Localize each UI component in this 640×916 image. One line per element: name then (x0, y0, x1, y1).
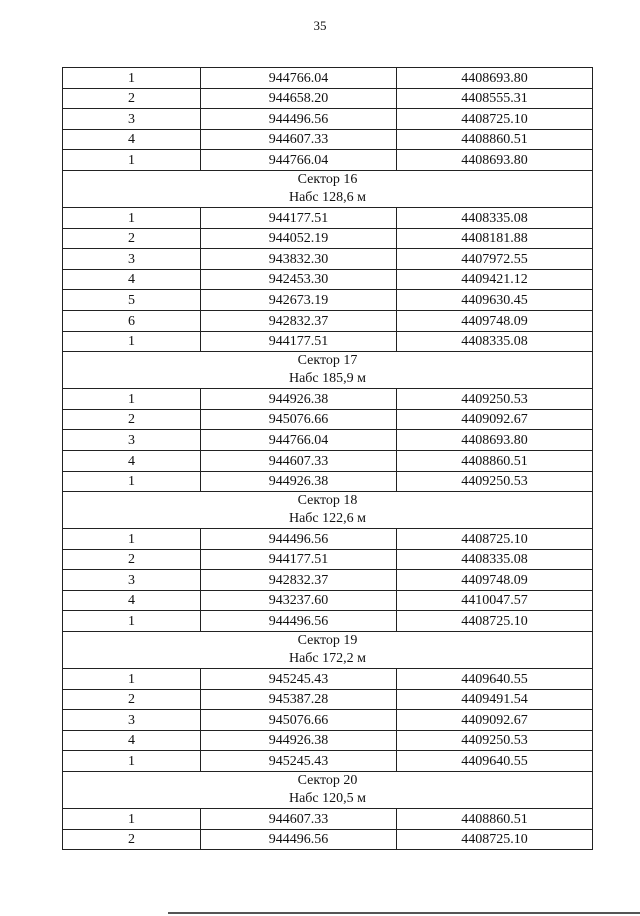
point-number-cell: 1 (63, 331, 201, 352)
x-coordinate-cell: 944496.56 (201, 109, 397, 130)
sector-header-cell (63, 772, 593, 809)
sector-header-row (63, 352, 593, 389)
point-number-cell: 2 (63, 409, 201, 430)
x-coordinate-cell: 944926.38 (201, 730, 397, 751)
table-row (63, 269, 593, 290)
point-number-cell: 1 (63, 529, 201, 550)
point-number-cell: 1 (63, 669, 201, 690)
table-row (63, 450, 593, 471)
sector-title: Сектор 19 (297, 633, 358, 649)
coordinates-table (62, 67, 593, 850)
table-row (63, 129, 593, 150)
point-number-cell: 3 (63, 570, 201, 591)
y-coordinate-cell: 4408725.10 (397, 829, 593, 850)
y-coordinate-cell: 4409250.53 (397, 730, 593, 751)
table-row (63, 529, 593, 550)
x-coordinate-cell: 944766.04 (201, 68, 397, 89)
table-row (63, 249, 593, 270)
x-coordinate-cell: 943832.30 (201, 249, 397, 270)
point-number-cell: 4 (63, 450, 201, 471)
point-number-cell: 2 (63, 549, 201, 570)
y-coordinate-cell: 4408725.10 (397, 109, 593, 130)
table-row (63, 730, 593, 751)
table-row (63, 409, 593, 430)
point-number-cell: 1 (63, 809, 201, 830)
x-coordinate-cell: 944177.51 (201, 207, 397, 228)
x-coordinate-cell: 944607.33 (201, 129, 397, 150)
point-number-cell: 1 (63, 389, 201, 410)
point-number-cell: 4 (63, 269, 201, 290)
sector-header-row (63, 772, 593, 809)
x-coordinate-cell: 943237.60 (201, 590, 397, 611)
sector-abs-height: Набс 185,9 м (288, 371, 367, 387)
x-coordinate-cell: 942832.37 (201, 570, 397, 591)
coordinates-table-body (63, 68, 593, 850)
table-row (63, 570, 593, 591)
y-coordinate-cell: 4408335.08 (397, 207, 593, 228)
y-coordinate-cell: 4408860.51 (397, 129, 593, 150)
point-number-cell: 4 (63, 590, 201, 611)
y-coordinate-cell: 4409092.67 (397, 409, 593, 430)
scan-edge-line (168, 912, 640, 914)
sector-title: Сектор 16 (297, 171, 358, 187)
y-coordinate-cell: 4408693.80 (397, 430, 593, 451)
sector-header-cell (63, 492, 593, 529)
x-coordinate-cell: 944607.33 (201, 450, 397, 471)
page-number: 35 (313, 18, 327, 33)
point-number-cell: 2 (63, 829, 201, 850)
sector-title: Сектор 17 (297, 353, 358, 369)
y-coordinate-cell: 4409748.09 (397, 570, 593, 591)
table-row (63, 751, 593, 772)
sector-header-row (63, 632, 593, 669)
y-coordinate-cell: 4407972.55 (397, 249, 593, 270)
table-row (63, 88, 593, 109)
sector-title: Сектор 18 (297, 493, 358, 509)
table-row (63, 389, 593, 410)
point-number-cell: 3 (63, 710, 201, 731)
y-coordinate-cell: 4409421.12 (397, 269, 593, 290)
y-coordinate-cell: 4408181.88 (397, 228, 593, 249)
y-coordinate-cell: 4408860.51 (397, 450, 593, 471)
y-coordinate-cell: 4409250.53 (397, 471, 593, 492)
point-number-cell: 1 (63, 751, 201, 772)
x-coordinate-cell: 944607.33 (201, 809, 397, 830)
x-coordinate-cell: 944658.20 (201, 88, 397, 109)
y-coordinate-cell: 4409630.45 (397, 290, 593, 311)
point-number-cell: 3 (63, 249, 201, 270)
table-row (63, 331, 593, 352)
y-coordinate-cell: 4409250.53 (397, 389, 593, 410)
point-number-cell: 6 (63, 310, 201, 331)
point-number-cell: 5 (63, 290, 201, 311)
x-coordinate-cell: 944496.56 (201, 529, 397, 550)
point-number-cell: 1 (63, 611, 201, 632)
table-row (63, 689, 593, 710)
point-number-cell: 2 (63, 88, 201, 109)
sector-header-cell (63, 632, 593, 669)
sector-header-cell (63, 170, 593, 207)
y-coordinate-cell: 4409640.55 (397, 751, 593, 772)
x-coordinate-cell: 944926.38 (201, 471, 397, 492)
table-row (63, 207, 593, 228)
sector-abs-height: Набс 120,5 м (288, 791, 367, 807)
table-row (63, 669, 593, 690)
x-coordinate-cell: 945076.66 (201, 710, 397, 731)
point-number-cell: 2 (63, 228, 201, 249)
x-coordinate-cell: 945245.43 (201, 751, 397, 772)
point-number-cell: 3 (63, 430, 201, 451)
table-row (63, 549, 593, 570)
point-number-cell: 3 (63, 109, 201, 130)
y-coordinate-cell: 4409748.09 (397, 310, 593, 331)
table-row (63, 228, 593, 249)
table-row (63, 290, 593, 311)
x-coordinate-cell: 944052.19 (201, 228, 397, 249)
table-row (63, 430, 593, 451)
table-row (63, 829, 593, 850)
x-coordinate-cell: 944496.56 (201, 829, 397, 850)
x-coordinate-cell: 945387.28 (201, 689, 397, 710)
table-row (63, 710, 593, 731)
y-coordinate-cell: 4409640.55 (397, 669, 593, 690)
point-number-cell: 4 (63, 129, 201, 150)
point-number-cell: 4 (63, 730, 201, 751)
x-coordinate-cell: 942453.30 (201, 269, 397, 290)
table-row (63, 310, 593, 331)
table-row (63, 809, 593, 830)
table-row (63, 109, 593, 130)
x-coordinate-cell: 942673.19 (201, 290, 397, 311)
table-row (63, 68, 593, 89)
point-number-cell: 2 (63, 689, 201, 710)
y-coordinate-cell: 4408335.08 (397, 549, 593, 570)
table-row (63, 150, 593, 171)
sector-title: Сектор 20 (297, 773, 358, 789)
table-row (63, 590, 593, 611)
y-coordinate-cell: 4409092.67 (397, 710, 593, 731)
y-coordinate-cell: 4409491.54 (397, 689, 593, 710)
point-number-cell: 1 (63, 471, 201, 492)
point-number-cell: 1 (63, 150, 201, 171)
y-coordinate-cell: 4408693.80 (397, 68, 593, 89)
y-coordinate-cell: 4408693.80 (397, 150, 593, 171)
sector-abs-height: Набс 172,2 м (288, 651, 367, 667)
x-coordinate-cell: 944766.04 (201, 150, 397, 171)
x-coordinate-cell: 944177.51 (201, 549, 397, 570)
x-coordinate-cell: 944177.51 (201, 331, 397, 352)
y-coordinate-cell: 4408725.10 (397, 529, 593, 550)
y-coordinate-cell: 4408860.51 (397, 809, 593, 830)
x-coordinate-cell: 942832.37 (201, 310, 397, 331)
y-coordinate-cell: 4408555.31 (397, 88, 593, 109)
sector-header-cell (63, 352, 593, 389)
point-number-cell: 1 (63, 68, 201, 89)
x-coordinate-cell: 944766.04 (201, 430, 397, 451)
x-coordinate-cell: 944496.56 (201, 611, 397, 632)
x-coordinate-cell: 945245.43 (201, 669, 397, 690)
table-row (63, 611, 593, 632)
sector-header-row (63, 492, 593, 529)
table-row (63, 471, 593, 492)
sector-header-row (63, 170, 593, 207)
sector-abs-height: Набс 128,6 м (288, 189, 367, 205)
x-coordinate-cell: 945076.66 (201, 409, 397, 430)
y-coordinate-cell: 4410047.57 (397, 590, 593, 611)
y-coordinate-cell: 4408725.10 (397, 611, 593, 632)
x-coordinate-cell: 944926.38 (201, 389, 397, 410)
point-number-cell: 1 (63, 207, 201, 228)
y-coordinate-cell: 4408335.08 (397, 331, 593, 352)
sector-abs-height: Набс 122,6 м (288, 511, 367, 527)
